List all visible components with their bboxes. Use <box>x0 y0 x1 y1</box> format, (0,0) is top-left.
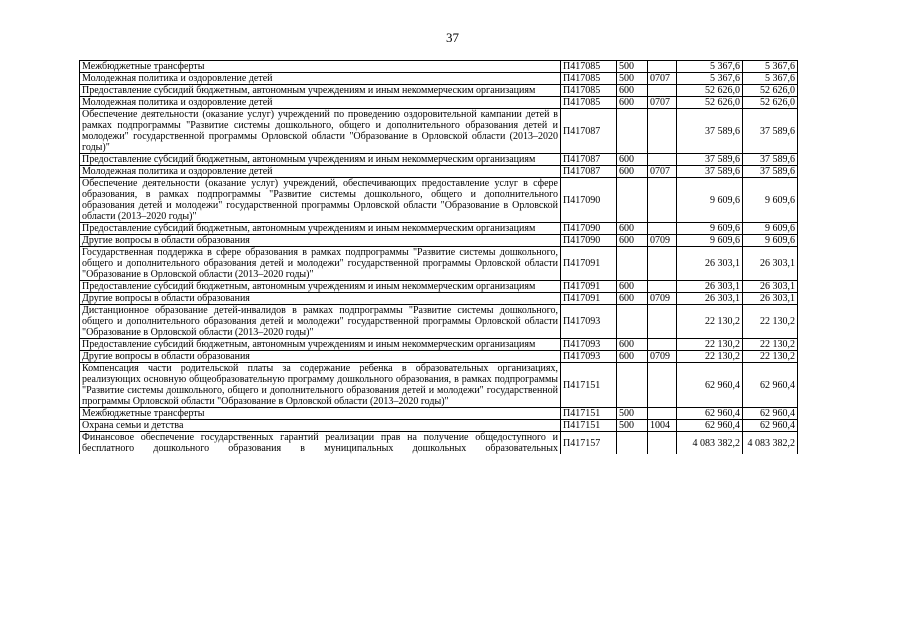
amount-cell: 9 609,6 <box>677 178 743 223</box>
amount-cell: 4 083 382,2 <box>743 432 798 455</box>
expense-name-cell: Предоставление субсидий бюджетным, автономным учреждениям и иным некоммерческим организациям <box>80 339 561 351</box>
section-code-cell <box>648 363 677 408</box>
expense-type-cell: 600 <box>617 235 648 247</box>
target-article-cell: П417085 <box>561 97 617 109</box>
amount-cell: 52 626,0 <box>743 97 798 109</box>
amount-cell: 26 303,1 <box>743 247 798 281</box>
section-code-cell: 0709 <box>648 293 677 305</box>
section-code-cell <box>648 109 677 154</box>
expense-type-cell: 500 <box>617 73 648 85</box>
amount-cell: 37 589,6 <box>743 154 798 166</box>
section-code-cell <box>648 305 677 339</box>
expense-type-cell: 600 <box>617 351 648 363</box>
table-row <box>80 235 798 247</box>
amount-cell: 4 083 382,2 <box>677 432 743 455</box>
amount-cell: 9 609,6 <box>743 223 798 235</box>
amount-cell: 22 130,2 <box>677 351 743 363</box>
expense-name-cell: Молодежная политика и оздоровление детей <box>80 97 561 109</box>
table-row <box>80 305 798 339</box>
section-code-cell: 0707 <box>648 166 677 178</box>
amount-cell: 37 589,6 <box>743 166 798 178</box>
section-code-cell: 0707 <box>648 97 677 109</box>
amount-cell: 26 303,1 <box>677 247 743 281</box>
expense-name-cell: Межбюджетные трансферты <box>80 408 561 420</box>
expense-name-cell: Предоставление субсидий бюджетным, автономным учреждениям и иным некоммерческим организациям <box>80 281 561 293</box>
expense-type-cell: 600 <box>617 85 648 97</box>
target-article-cell: П417093 <box>561 339 617 351</box>
amount-cell: 52 626,0 <box>677 97 743 109</box>
amount-cell: 26 303,1 <box>743 281 798 293</box>
amount-cell: 26 303,1 <box>677 281 743 293</box>
amount-cell: 26 303,1 <box>677 293 743 305</box>
budget-table <box>79 60 798 454</box>
expense-type-cell: 600 <box>617 339 648 351</box>
expense-type-cell: 500 <box>617 420 648 432</box>
amount-cell: 26 303,1 <box>743 293 798 305</box>
table-row <box>80 166 798 178</box>
amount-cell: 62 960,4 <box>677 408 743 420</box>
amount-cell: 37 589,6 <box>677 109 743 154</box>
table-row <box>80 432 798 455</box>
amount-cell: 22 130,2 <box>743 339 798 351</box>
target-article-cell: П417091 <box>561 281 617 293</box>
section-code-cell <box>648 223 677 235</box>
table-row <box>80 73 798 85</box>
table-row <box>80 154 798 166</box>
section-code-cell: 0707 <box>648 73 677 85</box>
table-row <box>80 61 798 73</box>
expense-type-cell: 600 <box>617 293 648 305</box>
expense-type-cell: 500 <box>617 61 648 73</box>
amount-cell: 9 609,6 <box>743 178 798 223</box>
table-row <box>80 293 798 305</box>
target-article-cell: П417090 <box>561 178 617 223</box>
amount-cell: 5 367,6 <box>677 61 743 73</box>
amount-cell: 22 130,2 <box>677 305 743 339</box>
expense-name-cell: Обеспечение деятельности (оказание услуг) учреждений, обеспечивающих предоставление услуг в сфере образования, в рамках подпрограммы "Развитие системы дошкольного, общего и дополнительного образования детей и молодежи" государственной программы Орловской области "Образование в Орловской области (2013–2020 годы)" <box>80 178 561 223</box>
budget-table-body <box>80 61 798 455</box>
section-code-cell: 0709 <box>648 351 677 363</box>
expense-type-cell: 600 <box>617 97 648 109</box>
amount-cell: 52 626,0 <box>743 85 798 97</box>
page-number: 37 <box>446 30 459 45</box>
section-code-cell: 0709 <box>648 235 677 247</box>
expense-type-cell: 600 <box>617 223 648 235</box>
expense-name-cell: Предоставление субсидий бюджетным, автономным учреждениям и иным некоммерческим организациям <box>80 223 561 235</box>
expense-name-cell: Молодежная политика и оздоровление детей <box>80 166 561 178</box>
expense-type-cell <box>617 363 648 408</box>
target-article-cell: П417157 <box>561 432 617 455</box>
expense-name-cell: Другие вопросы в области образования <box>80 235 561 247</box>
target-article-cell: П417085 <box>561 73 617 85</box>
expense-name-cell: Другие вопросы в области образования <box>80 293 561 305</box>
section-code-cell <box>648 247 677 281</box>
table-row <box>80 109 798 154</box>
expense-type-cell: 600 <box>617 281 648 293</box>
section-code-cell <box>648 85 677 97</box>
amount-cell: 62 960,4 <box>677 420 743 432</box>
target-article-cell: П417093 <box>561 351 617 363</box>
section-code-cell <box>648 408 677 420</box>
expense-type-cell: 600 <box>617 154 648 166</box>
amount-cell: 22 130,2 <box>743 351 798 363</box>
amount-cell: 9 609,6 <box>743 235 798 247</box>
expense-name-cell: Другие вопросы в области образования <box>80 351 561 363</box>
target-article-cell: П417151 <box>561 408 617 420</box>
expense-name-cell: Молодежная политика и оздоровление детей <box>80 73 561 85</box>
section-code-cell <box>648 178 677 223</box>
target-article-cell: П417087 <box>561 109 617 154</box>
amount-cell: 5 367,6 <box>743 73 798 85</box>
section-code-cell: 1004 <box>648 420 677 432</box>
expense-type-cell <box>617 178 648 223</box>
table-row <box>80 223 798 235</box>
table-row <box>80 351 798 363</box>
section-code-cell <box>648 281 677 293</box>
amount-cell: 52 626,0 <box>677 85 743 97</box>
expense-name-cell: Предоставление субсидий бюджетным, автономным учреждениям и иным некоммерческим организациям <box>80 154 561 166</box>
expense-type-cell <box>617 109 648 154</box>
amount-cell: 37 589,6 <box>743 109 798 154</box>
expense-type-cell: 600 <box>617 166 648 178</box>
target-article-cell: П417151 <box>561 420 617 432</box>
amount-cell: 37 589,6 <box>677 166 743 178</box>
amount-cell: 9 609,6 <box>677 235 743 247</box>
section-code-cell <box>648 154 677 166</box>
section-code-cell <box>648 432 677 455</box>
expense-name-cell: Предоставление субсидий бюджетным, автономным учреждениям и иным некоммерческим организациям <box>80 85 561 97</box>
amount-cell: 9 609,6 <box>677 223 743 235</box>
target-article-cell: П417087 <box>561 154 617 166</box>
section-code-cell <box>648 61 677 73</box>
amount-cell: 62 960,4 <box>677 363 743 408</box>
expense-name-cell: Финансовое обеспечение государственных гарантий реализации прав на получение общедоступного и бесплатного дошкольного образования в муниципальных дошкольных образовательных <box>80 432 561 455</box>
amount-cell: 22 130,2 <box>743 305 798 339</box>
target-article-cell: П417151 <box>561 363 617 408</box>
amount-cell: 22 130,2 <box>677 339 743 351</box>
target-article-cell: П417090 <box>561 223 617 235</box>
target-article-cell: П417087 <box>561 166 617 178</box>
table-row <box>80 247 798 281</box>
amount-cell: 5 367,6 <box>743 61 798 73</box>
table-row <box>80 178 798 223</box>
target-article-cell: П417093 <box>561 305 617 339</box>
expense-name-cell: Компенсация части родительской платы за содержание ребенка в образовательных организациях, реализующих основную общеобразовательную программу дошкольного образования, в рамках подпрограммы "Развитие системы дошкольного, общего и дополнительного образования детей и молодежи" государственной программы Орловской области "Образование в Орловской области (2013–2020 годы)" <box>80 363 561 408</box>
table-row <box>80 420 798 432</box>
expense-type-cell <box>617 247 648 281</box>
expense-name-cell: Дистанционное образование детей-инвалидов в рамках подпрограммы "Развитие системы дошкольного, общего и дополнительного образования детей и молодежи" государственной программы Орловской области "Образование в Орловской области (2013–2020 годы)" <box>80 305 561 339</box>
expense-name-cell: Государственная поддержка в сфере образования в рамках подпрограммы "Развитие системы дошкольного, общего и дополнительного образования детей и молодежи" государственной программы Орловской области "Образование в Орловской области (2013–2020 годы)" <box>80 247 561 281</box>
table-row <box>80 85 798 97</box>
expense-name-cell: Обеспечение деятельности (оказание услуг) учреждений по проведению оздоровительной кампании детей в рамках подпрограммы "Развитие системы дошкольного, общего и дополнительного образования детей и молодежи" государственной программы Орловской области "Образование в Орловской области (2013–2020 годы)" <box>80 109 561 154</box>
expense-name-cell: Межбюджетные трансферты <box>80 61 561 73</box>
amount-cell: 62 960,4 <box>743 420 798 432</box>
expense-type-cell <box>617 432 648 455</box>
table-row <box>80 363 798 408</box>
target-article-cell: П417085 <box>561 61 617 73</box>
amount-cell: 62 960,4 <box>743 408 798 420</box>
table-row <box>80 339 798 351</box>
expense-type-cell <box>617 305 648 339</box>
expense-type-cell: 500 <box>617 408 648 420</box>
table-row <box>80 281 798 293</box>
table-row <box>80 97 798 109</box>
target-article-cell: П417091 <box>561 247 617 281</box>
table-row <box>80 408 798 420</box>
target-article-cell: П417090 <box>561 235 617 247</box>
target-article-cell: П417085 <box>561 85 617 97</box>
expense-name-cell: Охрана семьи и детства <box>80 420 561 432</box>
target-article-cell: П417091 <box>561 293 617 305</box>
section-code-cell <box>648 339 677 351</box>
amount-cell: 62 960,4 <box>743 363 798 408</box>
amount-cell: 5 367,6 <box>677 73 743 85</box>
amount-cell: 37 589,6 <box>677 154 743 166</box>
